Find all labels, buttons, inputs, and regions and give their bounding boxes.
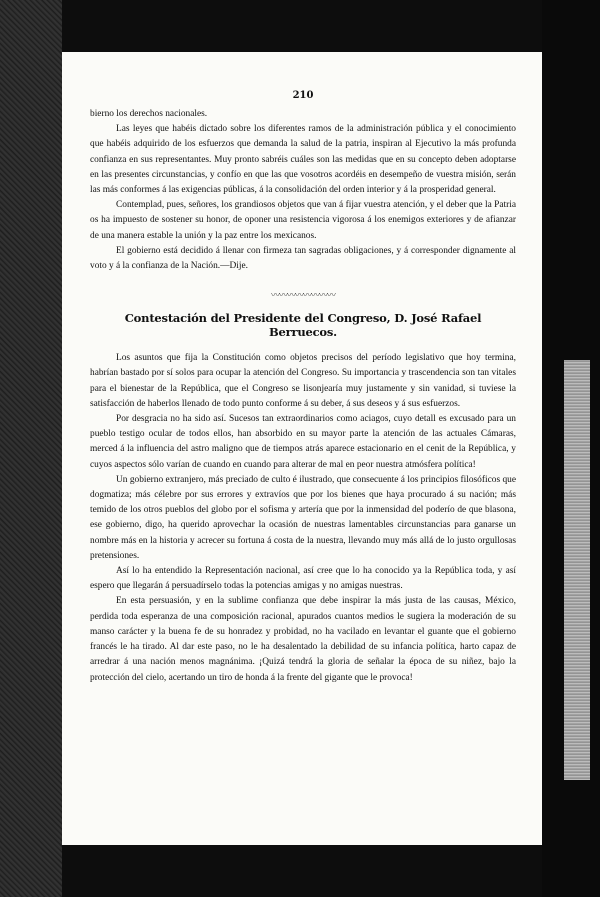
document-page — [62, 52, 542, 845]
paragraph: Un gobierno extranjero, más preciado de culto é ilustrado, que consecuente á los principios filosóficos que dogmatiza; más célebre por sus errores y extravíos que por los bienes que haya procurado á su nación; más temido de los otros pueblos del globo por el sofisma y artería que por la inmensidad del poderío de que blasona, ese gobierno, digo, ha querido aprovechar la ocasión de nuestras lamentables circunstancias para ganarse un nombre más en la historia y acrecer su fortuna á costa de la nuestra, llevando muy más allá de lo justo orgullosas pretensiones. — [90, 474, 516, 561]
paragraph: Los asuntos que fija la Constitución como objetos precisos del período legislativo que hoy termina, habrían bastado por sí solos para ocupar la atención del Congreso. Su importancia y trascendencia son tan vitales para el bienestar de la República, que el Congreso se lisonjearía muy justamente y sin vanidad, si tuviese la satisfacción de haberlos llenado de todo punto conforme á su deber, á sus deseos y á sus esfuerzos. — [90, 353, 516, 409]
paragraph: Las leyes que habéis dictado sobre los diferentes ramos de la administración pública y el conocimiento que habéis adquirido de los esfuerzos que demanda la salud de la patria, inspiran al Ejecutivo la más profunda confianza en sus representantes. Muy pronto sabréis cuáles son las medidas que en su concepto deben adoptarse en las presentes circunstancias, y confío en que las que vosotros acordéis en desempeño de vuestra misión, serán las más conformes á las exigencias públicas, á la consolidación del orden interior y á la prosperidad general. — [90, 124, 516, 196]
page-number: 210 — [292, 90, 314, 101]
ornamental-divider: 〰〰〰〰〰〰〰〰 — [270, 291, 335, 302]
paragraph: Contemplad, pues, señores, los grandiosos objetos que van á fijar vuestra atención, y el deber que la Patria os ha impuesto de sostener su honor, de oponer una resistencia vigorosa á los enemigos exteriores y de afianzar de una manera estable la unión y la paz entre los mexicanos. — [90, 200, 516, 241]
paragraph: En esta persuasión, y en la sublime confianza que debe inspirar la más justa de las causas, México, perdida toda esperanza de una composición racional, apurados cuantos medios le sugiera la moderación de su manso carácter y la buena fe de su honradez y probidad, no ha vacilado en levantar el guante que el gobierno francés le ha tirado. Al dar este paso, no le ha desalentado la debilidad de su infancia política, harto capaz de arredrar á una nación menos magnánima. ¡Quizá tendrá la gloria de señalar la época de su niñez, bajo la protección del cielo, acertando un tiro de honda á la frente del gigante que le provoca! — [90, 596, 516, 683]
paragraph: bierno los derechos nacionales. — [90, 109, 208, 119]
section-title: Contestación del Presidente del Congreso, D. José Rafael Berruecos. — [124, 311, 482, 340]
book-binding-strip — [564, 360, 590, 780]
scan-right-edge — [542, 0, 600, 897]
scan-left-edge — [0, 0, 62, 897]
paragraph: Por desgracia no ha sido así. Sucesos tan extraordinarios como aciagos, cuyo detall es excusado para un pueblo testigo ocular de todos ellos, han absorbido en su mayor parte la atención de las actuales Cámaras, merced á la influencia del astro maligno que de tiempos atrás aparece estacionario en el cenit de la República, y cuyos aspectos sólo varían de cuando en cuando para alterar de mal en peor nuestra atmósfera política! — [90, 414, 516, 470]
paragraph: Así lo ha entendido la Representación nacional, así cree que lo ha conocido ya la República toda, y así espero que llegarán á persuadírselo todas la potencias amigas y no amigas nuestras. — [90, 566, 516, 592]
paragraph: El gobierno está decidido á llenar con firmeza tan sagradas obligaciones, y á corresponder dignamente al voto y á la confianza de la Nación.—Dije. — [90, 245, 516, 272]
